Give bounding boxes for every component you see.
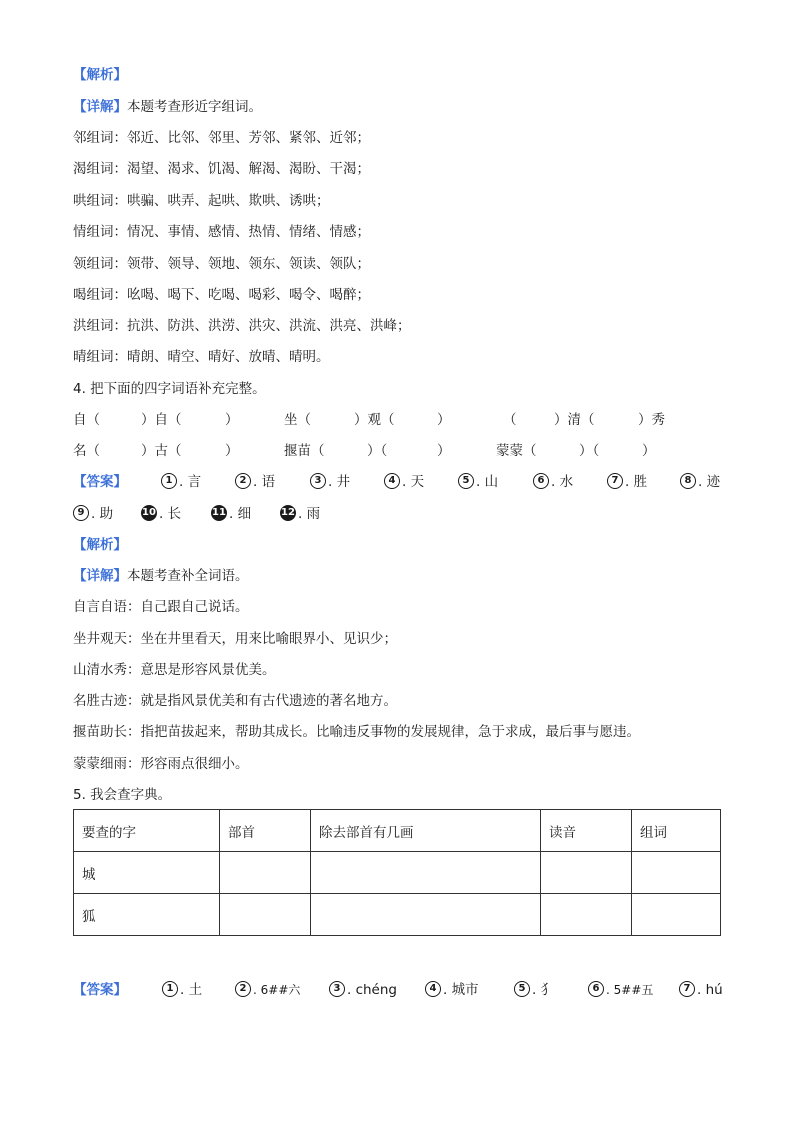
- fill-text: ）: [225, 412, 239, 428]
- explanation-line: 山清水秀：意思是形容风景优美。: [73, 662, 276, 678]
- answer-item: 2 . 6##六: [235, 980, 300, 1000]
- circled-number-icon: 12: [280, 505, 296, 521]
- circled-number-icon: 6: [588, 981, 604, 997]
- table-cell: 狐: [74, 894, 220, 936]
- circled-number-icon: 2: [235, 473, 251, 489]
- fill-text: ）（: [579, 443, 600, 459]
- question-4: 4. 把下面的四字词语补充完整。: [73, 381, 266, 397]
- detail-line: [73, 566, 249, 586]
- circled-number-icon: 6: [533, 473, 549, 489]
- fill-text: ）观（: [354, 412, 395, 428]
- table-cell: [632, 894, 721, 936]
- word-group-line: 渴组词：渴望、渴求、饥渴、解渴、渴盼、干渴；: [73, 161, 370, 177]
- table-header-row: [74, 810, 721, 852]
- detail-line: [73, 97, 262, 117]
- detail-text: 本题考查形近字组词。: [127, 99, 262, 115]
- circled-number-icon: 7: [607, 473, 623, 489]
- circled-number-icon: 2: [235, 981, 251, 997]
- answer-item: 8 . 迹: [680, 472, 720, 492]
- fill-text: ）（: [367, 443, 388, 459]
- fill-text: 名（: [73, 443, 100, 459]
- table-header: 部首: [220, 810, 311, 852]
- answer-item: 5 . 山: [458, 472, 498, 492]
- answer-item: 1 . 言: [161, 472, 201, 492]
- fill-text: ）: [437, 443, 451, 459]
- analysis-heading: 【解析】: [73, 537, 127, 553]
- answer-item: 2 . 语: [235, 472, 275, 492]
- answer-tag: 【答案】: [73, 474, 127, 490]
- answer-item: 9 . 助: [73, 504, 113, 524]
- fill-text: ）自（: [141, 412, 182, 428]
- table-cell: [541, 852, 632, 894]
- table-cell: [311, 894, 541, 936]
- explanation-line: 坐井观天：坐在井里看天，用来比喻眼界小、见识少；: [73, 631, 397, 647]
- table-cell: [220, 894, 311, 936]
- circled-number-icon: 5: [458, 473, 474, 489]
- dictionary-table: [73, 809, 721, 936]
- circled-number-icon: 3: [329, 981, 345, 997]
- fill-text: ）清（: [554, 412, 595, 428]
- answer-item: 10 . 长: [142, 506, 182, 522]
- table-cell: [632, 852, 721, 894]
- table-cell: [541, 894, 632, 936]
- word-group-line: 哄组词：哄骗、哄弄、起哄、欺哄、诱哄；: [73, 193, 330, 209]
- table-cell: [220, 852, 311, 894]
- fill-text: ）古（: [141, 443, 182, 459]
- table-row: [74, 852, 721, 894]
- fill-text: ）: [225, 443, 239, 459]
- explanation-line: 蒙蒙细雨：形容雨点很细小。: [73, 756, 249, 772]
- circled-number-icon: 8: [680, 473, 696, 489]
- explanation-line: 名胜古迹：就是指风景优美和有古代遗迹的著名地方。: [73, 693, 397, 709]
- fill-text: （: [503, 412, 517, 428]
- table-header: 读音: [541, 810, 632, 852]
- circled-number-icon: 1: [162, 981, 178, 997]
- circled-number-icon: 11: [211, 505, 227, 521]
- fill-text: ）: [642, 443, 656, 459]
- answer-item: 4 . 天: [384, 472, 424, 492]
- detail-tag: 【详解】: [73, 99, 127, 115]
- word-group-line: 晴组词：晴朗、晴空、晴好、放晴、晴明。: [73, 349, 330, 365]
- answer-row-1: [73, 472, 733, 492]
- answer-item: 7 . hú: [679, 980, 723, 1000]
- explanation-line: 自言自语：自己跟自己说话。: [73, 599, 249, 615]
- circled-number-icon: 9: [73, 505, 89, 521]
- answer-item: 5 . 犭: [514, 980, 554, 1000]
- detail-text: 本题考查补全词语。: [127, 568, 249, 584]
- fill-text: 自（: [73, 412, 100, 428]
- table-header: 组词: [632, 810, 721, 852]
- answer-item: 12 . 雨: [281, 506, 321, 522]
- answer-row-q5: [73, 980, 733, 1000]
- answer-item: 3 . chéng: [329, 980, 397, 1000]
- table-row: [74, 894, 721, 936]
- detail-tag: 【详解】: [73, 568, 127, 584]
- analysis-heading: 【解析】: [73, 67, 127, 83]
- fill-text: ）秀: [638, 412, 665, 428]
- table-header: 要查的字: [74, 810, 220, 852]
- circled-number-icon: 7: [679, 981, 695, 997]
- word-group-line: 邻组词：邻近、比邻、邻里、芳邻、紧邻、近邻；: [73, 130, 370, 146]
- fill-text: 坐（: [284, 412, 311, 428]
- answer-item: 6 . 水: [533, 472, 573, 492]
- circled-number-icon: 1: [161, 473, 177, 489]
- answer-item: 3 . 井: [310, 472, 350, 492]
- answer-item: 7 . 胜: [607, 472, 647, 492]
- word-group-line: 喝组词：吆喝、喝下、吃喝、喝彩、喝令、喝醉；: [73, 287, 370, 303]
- word-group-line: 情组词：情况、事情、感情、热情、情绪、情感；: [73, 224, 370, 240]
- fill-text: 蒙蒙（: [496, 443, 537, 459]
- word-group-line: 洪组词：抗洪、防洪、洪涝、洪灾、洪流、洪亮、洪峰；: [73, 318, 411, 334]
- fill-text: ）: [437, 412, 451, 428]
- answer-item: 1 . 土: [162, 980, 202, 1000]
- table-header: 除去部首有几画: [311, 810, 541, 852]
- answer-tag: 【答案】: [73, 982, 127, 998]
- answer-item: 4 . 城市: [425, 980, 479, 1000]
- circled-number-icon: 3: [310, 473, 326, 489]
- circled-number-icon: 10: [141, 505, 157, 521]
- answer-item: 6 . 5##五: [588, 980, 653, 1000]
- word-group-line: 领组词：领带、领导、领地、领东、领读、领队；: [73, 256, 370, 272]
- circled-number-icon: 5: [514, 981, 530, 997]
- answer-item: 11 . 细: [212, 506, 252, 522]
- table-cell: [311, 852, 541, 894]
- explanation-line: 揠苗助长：指把苗拔起来，帮助其成长。比喻违反事物的发展规律，急于求成，最后事与愿违。: [73, 724, 640, 740]
- question-5: 5. 我会查字典。: [73, 787, 172, 803]
- circled-number-icon: 4: [384, 473, 400, 489]
- table-cell: 城: [74, 852, 220, 894]
- circled-number-icon: 4: [425, 981, 441, 997]
- answer-row-2: [73, 504, 733, 524]
- fill-text: 揠苗（: [284, 443, 325, 459]
